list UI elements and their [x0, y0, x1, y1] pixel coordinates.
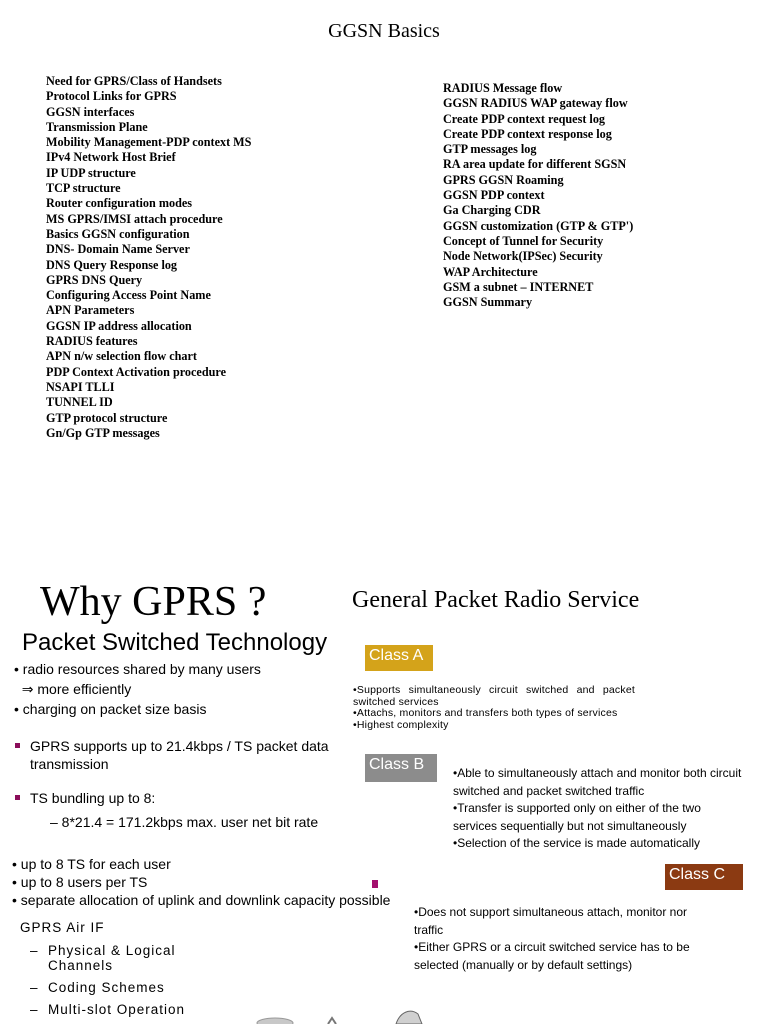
toc-item: NSAPI TLLI — [46, 379, 115, 394]
toc-item: GPRS DNS Query — [46, 272, 143, 287]
toc-item: WAP Architecture — [443, 264, 538, 279]
toc-item: GPRS GGSN Roaming — [443, 172, 564, 187]
clipped-image-fragment — [250, 1006, 450, 1024]
toc-item: IP UDP structure — [46, 165, 136, 180]
toc-item: GGSN customization (GTP & GTP') — [443, 218, 634, 233]
bullet-item: • charging on packet size basis — [14, 701, 207, 717]
toc-item: TUNNEL ID — [46, 395, 113, 410]
class-a-description: •Supports simultaneously circuit switched and packet switched services •Attachs, monitors and transfers both types of services •Highest complexity — [353, 684, 635, 731]
slide-title: Why GPRS ? — [40, 579, 267, 625]
toc-item: Protocol Links for GPRS — [46, 89, 177, 104]
toc-item: Configuring Access Point Name — [46, 288, 211, 303]
toc-item: Create PDP context request log — [443, 111, 606, 126]
toc-item: Concept of Tunnel for Security — [443, 233, 604, 248]
toc-item: GGSN RADIUS WAP gateway flow — [443, 96, 628, 111]
toc-item: Basics GGSN configuration — [46, 226, 190, 241]
toc-item: PDP Context Activation procedure — [46, 364, 226, 379]
square-bullet-block — [14, 737, 344, 773]
toc-item: Create PDP context response log — [443, 126, 612, 141]
toc-item: GGSN Summary — [443, 295, 533, 310]
toc-item: MS GPRS/IMSI attach procedure — [46, 211, 223, 226]
decorative-marker — [372, 880, 378, 888]
air-if-item: – Physical & Logical Channels — [30, 943, 176, 973]
toc-item: GTP protocol structure — [46, 410, 168, 425]
slide-subtitle: General Packet Radio Service — [352, 587, 640, 613]
class-c-description: •Does not support simultaneous attach, monitor nor traffic •Either GPRS or a circuit switched service has to be selected (manually or by default settings) — [414, 905, 690, 972]
toc-item: GGSN PDP context — [443, 188, 545, 203]
sub-bullet-item: – 8*21.4 = 171.2kbps max. user net bit rate — [50, 814, 319, 830]
page-title: GGSN Basics — [328, 20, 440, 42]
user-bullet-list — [12, 855, 390, 909]
square-bullet-item: GPRS supports up to 21.4kbps / TS packet data transmission — [14, 737, 344, 773]
toc-item: DNS- Domain Name Server — [46, 242, 190, 257]
toc-item: RA area update for different SGSN — [443, 157, 627, 172]
toc-item: Mobility Management-PDP context MS — [46, 135, 252, 150]
square-bullet-block — [14, 789, 318, 831]
toc-left-column — [46, 74, 251, 441]
bullet-item: • radio resources shared by many users — [14, 661, 261, 677]
class-b-badge: Class B — [365, 754, 437, 782]
toc-item: Gn/Gp GTP messages — [46, 425, 160, 440]
toc-item: APN Parameters — [46, 303, 135, 318]
air-if-item: – Multi-slot Operation — [30, 1002, 186, 1017]
bullet-item: ⇒ more efficiently — [14, 681, 132, 697]
toc-item: APN n/w selection flow chart — [46, 349, 197, 364]
air-if-title: GPRS Air IF — [20, 920, 105, 935]
toc-item: Transmission Plane — [46, 119, 148, 134]
toc-item: TCP structure — [46, 181, 121, 196]
square-bullet-item: TS bundling up to 8: — [14, 789, 318, 807]
toc-right-column — [443, 81, 633, 310]
toc-item: Ga Charging CDR — [443, 203, 541, 218]
class-b-description: •Able to simultaneously attach and monitor both circuit switched and packet switched traffic •Transfer is supported only on either of the two services sequentially but not simultaneously •Selection of the service is made automatically — [453, 766, 742, 850]
class-a-badge: Class A — [365, 645, 433, 671]
toc-item: IPv4 Network Host Brief — [46, 150, 176, 165]
toc-item: RADIUS features — [46, 334, 138, 349]
bullet-item: • up to 8 TS for each user — [12, 856, 171, 872]
toc-item: GGSN interfaces — [46, 104, 135, 119]
bullet-item: • up to 8 users per TS — [12, 874, 148, 890]
toc-item: Need for GPRS/Class of Handsets — [46, 74, 222, 88]
air-if-list — [30, 943, 185, 1024]
toc-item: GGSN IP address allocation — [46, 318, 192, 333]
toc-item: Node Network(IPSec) Security — [443, 249, 603, 264]
air-if-item: – Coding Schemes — [30, 980, 165, 995]
toc-item: Router configuration modes — [46, 196, 193, 211]
toc-item: GSM a subnet – INTERNET — [443, 279, 594, 294]
bullet-list — [14, 659, 261, 719]
class-c-badge: Class C — [665, 864, 743, 890]
toc-item: DNS Query Response log — [46, 257, 178, 272]
toc-item: RADIUS Message flow — [443, 81, 563, 95]
bullet-item: • separate allocation of uplink and downlink capacity possible — [12, 892, 391, 908]
toc-item: GTP messages log — [443, 142, 537, 157]
section-heading: Packet Switched Technology — [22, 629, 328, 656]
